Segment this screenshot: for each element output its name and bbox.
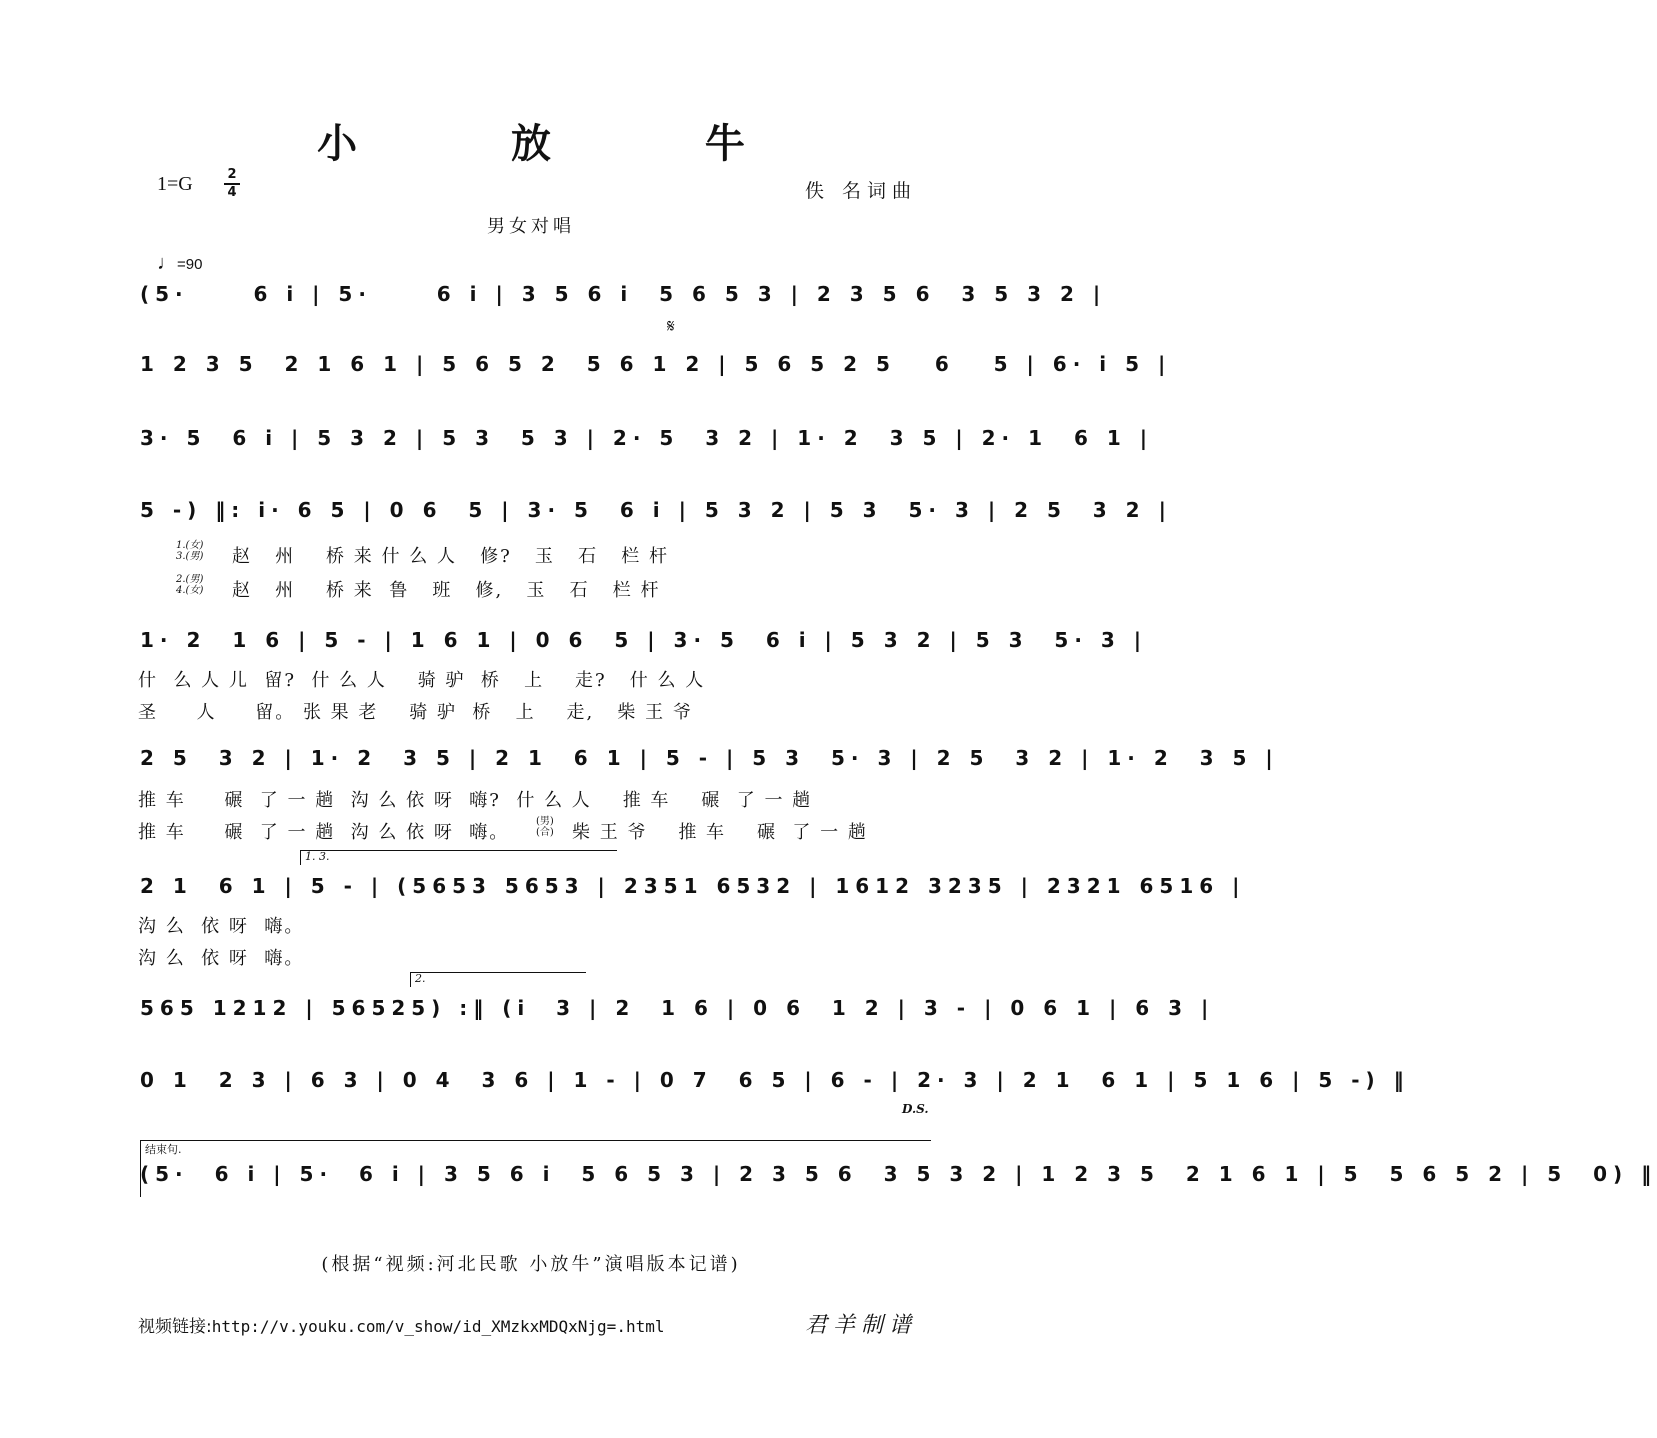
page-title: 小 放 牛 [317, 121, 815, 167]
notes-line-9: 0 1 2 3 | 6 3 | 0 4 3 6 | 1 - | 0 7 6 5 | 6 - | 2· 3 | 2 1 6 1 | 5 1 6 | 5 -) ‖ [140, 1068, 1410, 1092]
segno-icon: 𝄋 [667, 316, 675, 337]
first-ending-label: 1. 3. [305, 850, 330, 863]
lyric-line-4b: 赵 州 桥 来 鲁 班 修, 玉 石 栏 杆 [232, 580, 661, 601]
video-link [138, 1312, 664, 1337]
score-line-1 [140, 276, 1107, 320]
score-line-9 [140, 1062, 1410, 1106]
score-line-3 [140, 420, 1154, 464]
lyric-line-5b: 圣 人 留。 张 果 老 骑 驴 桥 上 走, 柴 王 爷 [138, 702, 693, 723]
lyric-line-7a: 沟 么 依 呀 嗨。 [138, 916, 305, 937]
video-link-url[interactable]: http://v.youku.com/v_show/id_XMzkxMDQxNjg=.html [211, 1317, 665, 1336]
transcriber-signature: 君羊制谱 [805, 1313, 918, 1338]
author-credit: 佚 名词曲 [805, 180, 918, 202]
quarter-note-icon: ♩ [157, 252, 177, 274]
first-ending-bracket [300, 850, 617, 865]
video-link-label: 视频链接: [138, 1317, 212, 1337]
notes-line-6: 2 5 3 2 | 1· 2 3 5 | 2 1 6 1 | 5 - | 5 3 5· 3 | 2 5 3 2 | 1· 2 3 5 | [140, 746, 1279, 770]
notes-line-8: 565 1212 | 56525) :‖ (i 3 | 2 1 6 | 0 6 1 2 | 3 - | 0 6 1 | 6 3 | [140, 996, 1215, 1020]
notes-line-5: 1· 2 1 6 | 5 - | 1 6 1 | 0 6 5 | 3· 5 6 i | 5 3 2 | 5 3 5· 3 | [140, 628, 1148, 652]
lyric-line-6b: 推 车 碾 了 一 趟 沟 么 依 呀 嗨。 [138, 822, 510, 843]
lyric-line-4a: 赵 州 桥 来 什 么 人 修? 玉 石 栏 杆 [232, 546, 669, 567]
lyric-line-5a: 什 么 人 儿 留? 什 么 人 骑 驴 桥 上 走? 什 么 人 [138, 670, 706, 691]
score-line-6 [140, 740, 1279, 784]
lyric-line-6b-tail: 柴 王 爷 推 车 碾 了 一 趟 [572, 822, 868, 843]
second-ending-label: 2. [415, 972, 426, 985]
notes-line-coda: (5· 6 i | 5· 6 i | 3 5 6 i 5 6 5 3 | 2 3 5 6 3 5 3 2 | 1 2 3 5 2 1 6 1 | 5 5 6 5 2 | 5 0) ‖ [140, 1162, 1657, 1186]
score-line-7 [140, 868, 1246, 912]
lyric-line-7b: 沟 么 依 呀 嗨。 [138, 948, 305, 969]
score-line-4 [140, 492, 1172, 536]
key-signature: 1=G [157, 173, 193, 195]
tempo-marking [157, 252, 202, 275]
time-signature [224, 168, 240, 200]
source-note: (根据“视频:河北民歌 小放牛”演唱版本记谱) [321, 1254, 741, 1275]
score-line-5 [140, 622, 1148, 666]
second-ending-bracket [410, 972, 586, 987]
time-signature-top: 2 [227, 167, 237, 182]
score-line-8 [140, 990, 1215, 1034]
notes-line-3: 3· 5 6 i | 5 3 2 | 5 3 5 3 | 2· 5 3 2 | 1· 2 3 5 | 2· 1 6 1 | [140, 426, 1154, 450]
notes-line-7: 2 1 6 1 | 5 - | (5653 5653 | 2351 6532 | 1612 3235 | 2321 6516 | [140, 874, 1246, 898]
lyric-line-6a: 推 车 碾 了 一 趟 沟 么 依 呀 嗨? 什 么 人 推 车 碾 了 一 趟 [138, 790, 813, 811]
notes-line-2: 1 2 3 5 2 1 6 1 | 5 6 5 2 5 6 1 2 | 5 6 5 2 5 6 5 | 6· i 5 | [140, 352, 1172, 376]
dal-segno-mark: D.S. [902, 1102, 929, 1116]
notes-line-1: (5· 6 i | 5· 6 i | 3 5 6 i 5 6 5 3 | 2 3 5 6 3 5 3 2 | [140, 282, 1107, 306]
verse-label-b: 2.(男) 4.(女) [176, 574, 204, 596]
score-line-coda [140, 1156, 1657, 1200]
coda-label: 结束句. [145, 1143, 182, 1156]
time-signature-bottom: 4 [227, 185, 237, 200]
part-tag-male-chorus: (男) (合) [536, 816, 554, 838]
subtitle: 男女对唱 [487, 216, 575, 237]
tempo-value: =90 [177, 256, 203, 273]
notes-line-4: 5 -) ‖: i· 6 5 | 0 6 5 | 3· 5 6 i | 5 3 2 | 5 3 5· 3 | 2 5 3 2 | [140, 498, 1172, 522]
score-line-2 [140, 346, 1172, 390]
verse-label-a: 1.(女) 3.(男) [176, 540, 204, 562]
